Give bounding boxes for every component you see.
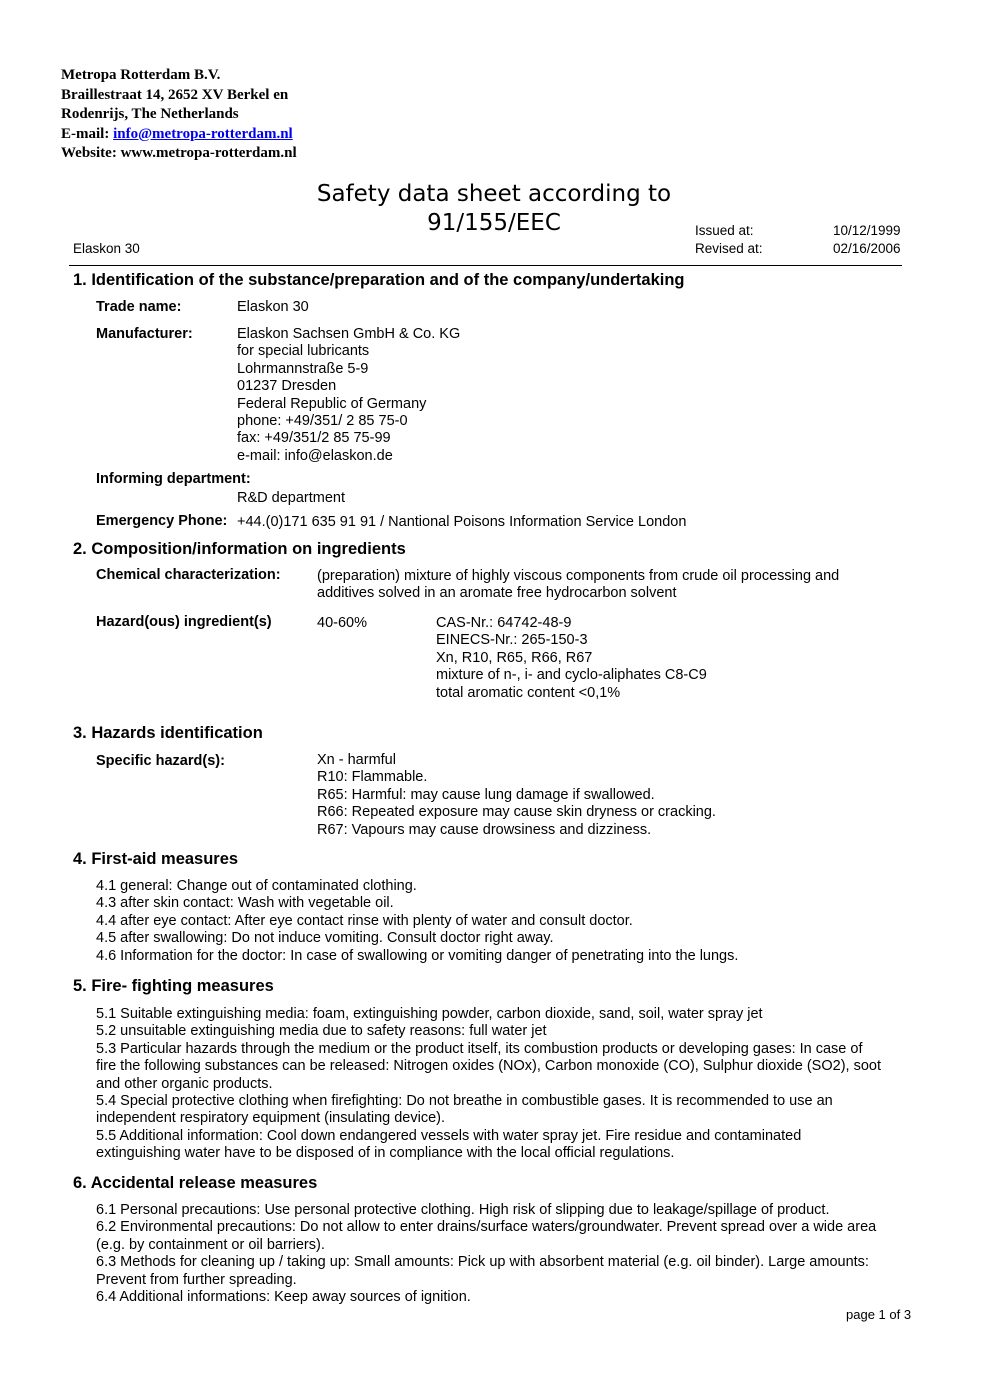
first-aid-line: 4.3 after skin contact: Wash with vegetable oil. [96, 895, 394, 912]
fire-line: fire the following substances can be released: Nitrogen oxides (NOx), Carbon monoxide (CO), Sulphur dioxide (SO2), soot [96, 1058, 881, 1075]
specific-hazards-label: Specific hazard(s): [96, 753, 225, 769]
issued-label: Issued at: [695, 223, 754, 238]
section-2-heading: 2. Composition/information on ingredients [73, 540, 406, 558]
fire-line: and other organic products. [96, 1075, 273, 1092]
hazardous-percent: 40-60% [317, 615, 367, 631]
fire-line: 5.1 Suitable extinguishing media: foam, extinguishing powder, carbon dioxide, sand, soil, water spray jet [96, 1006, 763, 1022]
emergency-phone-label: Emergency Phone: [96, 513, 228, 529]
company-name: Metropa Rotterdam B.V. [61, 67, 221, 83]
first-aid-line: 4.6 Information for the doctor: In case of swallowing or vomiting danger of penetrating into the lungs. [96, 947, 739, 964]
emergency-phone-value: +44.(0)171 635 91 91 / Nantional Poisons Information Service London [237, 514, 687, 530]
hazardous-ingredients-details [436, 615, 707, 702]
company-address-line2: Rodenrijs, The Netherlands [61, 106, 239, 122]
hazard-detail-line: Xn, R10, R65, R66, R67 [436, 649, 593, 666]
section-1-heading: 1. Identification of the substance/preparation and of the company/undertaking [73, 271, 685, 289]
company-block [61, 66, 297, 164]
company-email-row [61, 125, 297, 145]
hazard-line: R66: Repeated exposure may cause skin dryness or cracking. [317, 804, 716, 821]
chem-line: additives solved in an aromate free hydrocarbon solvent [317, 585, 677, 602]
manufacturer-line: 01237 Dresden [237, 378, 337, 395]
release-line: 6.2 Environmental precautions: Do not allow to enter drains/surface waters/groundwater. Prevent spread over a wide area [96, 1219, 877, 1236]
release-line: 6.3 Methods for cleaning up / taking up: Small amounts: Pick up with absorbent material (e.g. oil binder). Large amounts: [96, 1254, 869, 1271]
hazard-line: R65: Harmful: may cause lung damage if swallowed. [317, 786, 655, 803]
hazard-line: R67: Vapours may cause drowsiness and dizziness. [317, 821, 652, 838]
hazard-detail-line: total aromatic content <0,1% [436, 684, 621, 701]
fire-line: extinguishing water have to be disposed of in compliance with the local official regulations. [96, 1145, 675, 1162]
section-4-heading: 4. First-aid measures [73, 850, 239, 868]
informing-department-label: Informing department: [96, 471, 251, 487]
company-address-line1: Braillestraat 14, 2652 XV Berkel en [61, 86, 289, 103]
first-aid-line: 4.4 after eye contact: After eye contact rinse with plenty of water and consult doctor. [96, 912, 633, 929]
section-3-heading: 3. Hazards identification [73, 724, 263, 742]
manufacturer-line: Federal Republic of Germany [237, 395, 427, 412]
fire-line: 5.5 Additional information: Cool down endangered vessels with water spray jet. Fire residue and contaminated [96, 1127, 802, 1144]
hazardous-ingredients-label: Hazard(ous) ingredient(s) [96, 614, 272, 630]
revised-label: Revised at: [695, 241, 763, 256]
release-line: Prevent from further spreading. [96, 1271, 297, 1288]
manufacturer-label: Manufacturer: [96, 326, 193, 342]
release-line: 6.1 Personal precautions: Use personal protective clothing. High risk of slipping due to leakage/spillage of product. [96, 1202, 830, 1218]
company-website: Website: www.metropa-rotterdam.nl [61, 145, 297, 161]
fire-line: 5.4 Special protective clothing when firefighting: Do not breathe in combustible gases. It is recommended to use an [96, 1093, 833, 1110]
manufacturer-line: for special lubricants [237, 343, 370, 360]
specific-hazards-list [317, 752, 716, 839]
hazard-detail-line: EINECS-Nr.: 265-150-3 [436, 632, 588, 649]
first-aid-list [96, 878, 906, 965]
manufacturer-line: e-mail: info@elaskon.de [237, 447, 393, 464]
fire-line: 5.3 Particular hazards through the medium or the product itself, its combustion products or developing gases: In case of [96, 1040, 863, 1057]
release-line: (e.g. by containment or oil barriers). [96, 1236, 325, 1253]
accidental-release-list [96, 1202, 906, 1306]
chem-line: (preparation) mixture of highly viscous components from crude oil processing and [317, 568, 840, 584]
manufacturer-line: Lohrmannstraße 5-9 [237, 360, 369, 377]
informing-department-value: R&D department [237, 490, 345, 506]
manufacturer-line: phone: +49/351/ 2 85 75-0 [237, 413, 408, 430]
chemical-characterization-value [317, 568, 839, 603]
section-5-heading: 5. Fire- fighting measures [73, 977, 274, 995]
release-line: 6.4 Additional informations: Keep away sources of ignition. [96, 1289, 471, 1306]
email-label: E-mail: [61, 125, 114, 142]
revised-date: 02/16/2006 [833, 241, 901, 256]
hazard-line: Xn - harmful [317, 752, 396, 768]
trade-name-value: Elaskon 30 [237, 299, 309, 315]
first-aid-line: 4.5 after swallowing: Do not induce vomiting. Consult doctor right away. [96, 930, 554, 947]
title-line1: Safety data sheet according to [316, 181, 672, 207]
fire-line: 5.2 unsuitable extinguishing media due to safety reasons: full water jet [96, 1023, 547, 1040]
first-aid-line: 4.1 general: Change out of contaminated clothing. [96, 878, 417, 894]
manufacturer-line: Elaskon Sachsen GmbH & Co. KG [237, 326, 461, 342]
page-number: page 1 of 3 [846, 1307, 912, 1322]
trade-name-label: Trade name: [96, 299, 182, 315]
section-6-heading: 6. Accidental release measures [73, 1174, 318, 1192]
header-divider [69, 265, 902, 266]
issued-date: 10/12/1999 [833, 223, 901, 238]
manufacturer-line: fax: +49/351/2 85 75-99 [237, 430, 391, 447]
hazard-detail-line: mixture of n-, i- and cyclo-aliphates C8-C9 [436, 667, 707, 684]
document-title [294, 180, 694, 238]
title-line2: 91/155/EEC [427, 210, 561, 236]
product-name: Elaskon 30 [73, 241, 140, 256]
chemical-characterization-label: Chemical characterization: [96, 567, 281, 583]
manufacturer-block [237, 326, 460, 465]
hazard-line: R10: Flammable. [317, 769, 428, 786]
fire-fighting-list [96, 1006, 906, 1163]
hazard-detail-line: CAS-Nr.: 64742-48-9 [436, 615, 572, 631]
email-link[interactable]: info@metropa-rotterdam.nl [113, 125, 293, 142]
fire-line: independent respiratory equipment (insulating device). [96, 1110, 446, 1127]
